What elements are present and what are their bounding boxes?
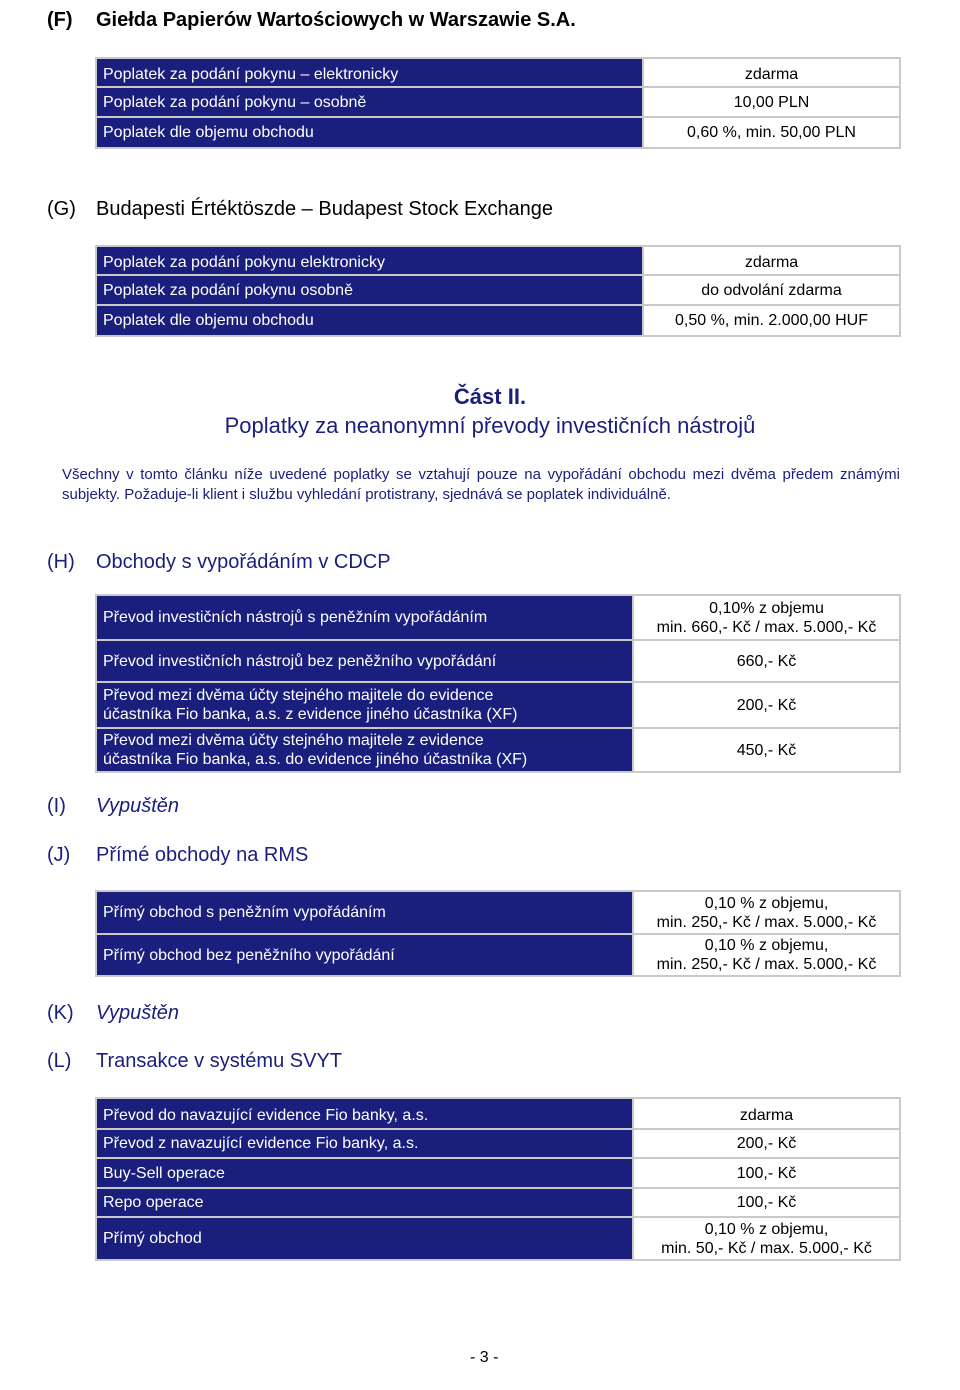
- fee-value: do odvolání zdarma: [643, 275, 900, 305]
- fee-value: 0,60 %, min. 50,00 PLN: [643, 117, 900, 148]
- table-row: [96, 1098, 900, 1129]
- table-row: [96, 58, 900, 87]
- section-f-table: [95, 57, 901, 149]
- fee-value-line2: min. 50,- Kč / max. 5.000,- Kč: [661, 1239, 872, 1257]
- fee-value-line1: 0,10 % z objemu,: [704, 937, 829, 954]
- fee-label: Převod z navazující evidence Fio banky, a.s.: [96, 1129, 633, 1158]
- fee-label: [96, 682, 633, 728]
- fee-label: Přímý obchod s peněžním vypořádáním: [96, 891, 633, 934]
- table-row: [96, 305, 900, 336]
- table-row: [96, 1158, 900, 1188]
- section-h-table: [95, 594, 901, 773]
- section-k-title: Vypuštěn: [96, 1002, 180, 1024]
- fee-value: [633, 891, 900, 934]
- fee-value: [633, 1217, 900, 1260]
- fee-value: 450,- Kč: [633, 728, 900, 772]
- fee-label-line1: Převod mezi dvěma účty stejného majitele z evidence: [103, 732, 484, 749]
- fee-label-line1: Převod mezi dvěma účty stejného majitele do evidence: [103, 687, 494, 704]
- table-row: [96, 682, 900, 728]
- table-row: [96, 595, 900, 640]
- section-f-title: Giełda Papierów Wartościowych w Warszawie S.A.: [96, 9, 576, 31]
- fee-value: zdarma: [643, 58, 900, 87]
- table-row: [96, 934, 900, 976]
- fee-value-line2: min. 250,- Kč / max. 5.000,- Kč: [656, 913, 877, 931]
- table-row: [96, 87, 900, 117]
- section-h-letter: (H): [47, 551, 75, 573]
- page-number: - 3 -: [470, 1349, 499, 1366]
- fee-value: zdarma: [633, 1098, 900, 1129]
- fee-label: [96, 728, 633, 772]
- intro-paragraph: Všechny v tomto článku níže uvedené poplatky se vztahují pouze na vypořádání obchodu mezi dvěma předem známými subjekty. Požaduje-li klient i službu vyhledání protistrany, sjednává se poplatek individuálně.: [62, 466, 900, 503]
- table-row: [96, 640, 900, 682]
- fee-value: 0,50 %, min. 2.000,00 HUF: [643, 305, 900, 336]
- section-j-title: Přímé obchody na RMS: [96, 844, 309, 866]
- section-j-letter: (J): [47, 844, 71, 866]
- part-heading: Část II.: [453, 384, 527, 409]
- fee-value-line1: 0,10 % z objemu,: [704, 1220, 829, 1238]
- fee-value: 10,00 PLN: [643, 87, 900, 117]
- table-row: [96, 1129, 900, 1158]
- fee-label: Poplatek za podání pokynu osobně: [96, 275, 643, 305]
- section-i-title: Vypuštěn: [96, 795, 180, 817]
- section-l-table: [95, 1097, 901, 1261]
- table-row: [96, 275, 900, 305]
- section-h-title: Obchody s vypořádáním v CDCP: [96, 551, 391, 573]
- fee-label-line2: účastníka Fio banka, a.s. z evidence jiného účastníka (XF): [103, 706, 518, 723]
- fee-label: Poplatek za podání pokynu – elektronicky: [96, 58, 643, 87]
- fee-label: Poplatek dle objemu obchodu: [96, 117, 643, 148]
- section-k-letter: (K): [47, 1002, 74, 1024]
- fee-value: 200,- Kč: [633, 682, 900, 728]
- fee-value-line2: min. 660,- Kč / max. 5.000,- Kč: [656, 618, 877, 636]
- section-f-letter: (F): [47, 9, 73, 31]
- fee-label: Převod do navazující evidence Fio banky, a.s.: [96, 1098, 633, 1129]
- fee-value: [633, 595, 900, 640]
- fee-value: 100,- Kč: [633, 1188, 900, 1217]
- table-row: [96, 246, 900, 275]
- section-g-letter: (G): [47, 198, 76, 220]
- fee-value: 660,- Kč: [633, 640, 900, 682]
- section-l-title: Transakce v systému SVYT: [96, 1050, 342, 1072]
- part-subheading: Poplatky za neanonymní převody investičních nástrojů: [224, 413, 756, 438]
- table-row: [96, 1188, 900, 1217]
- section-l-letter: (L): [47, 1050, 72, 1072]
- fee-label: Buy-Sell operace: [96, 1158, 633, 1188]
- table-row: [96, 891, 900, 934]
- fee-value-line2: min. 250,- Kč / max. 5.000,- Kč: [656, 956, 877, 973]
- fee-value: [633, 934, 900, 976]
- fee-value: 200,- Kč: [633, 1129, 900, 1158]
- section-g-table: [95, 245, 901, 337]
- fee-label: Převod investičních nástrojů bez peněžního vypořádání: [96, 640, 633, 682]
- fee-value: zdarma: [643, 246, 900, 275]
- fee-label: Přímý obchod bez peněžního vypořádání: [96, 934, 633, 976]
- fee-value-line1: 0,10 % z objemu,: [704, 894, 829, 912]
- section-i-letter: (I): [47, 795, 66, 817]
- fee-label: Poplatek za podání pokynu – osobně: [96, 87, 643, 117]
- section-g-title: Budapesti Értéktöszde – Budapest Stock Exchange: [96, 198, 553, 220]
- fee-label: Přímý obchod: [96, 1217, 633, 1260]
- fee-label-line2: účastníka Fio banka, a.s. do evidence jiného účastníka (XF): [103, 751, 528, 768]
- fee-value: 100,- Kč: [633, 1158, 900, 1188]
- table-row: [96, 117, 900, 148]
- table-row: [96, 1217, 900, 1260]
- fee-label: Převod investičních nástrojů s peněžním vypořádáním: [96, 595, 633, 640]
- table-row: [96, 728, 900, 772]
- fee-label: Repo operace: [96, 1188, 633, 1217]
- section-j-table: [95, 890, 901, 977]
- fee-label: Poplatek dle objemu obchodu: [96, 305, 643, 336]
- fee-label: Poplatek za podání pokynu elektronicky: [96, 246, 643, 275]
- fee-value-line1: 0,10% z objemu: [709, 599, 824, 617]
